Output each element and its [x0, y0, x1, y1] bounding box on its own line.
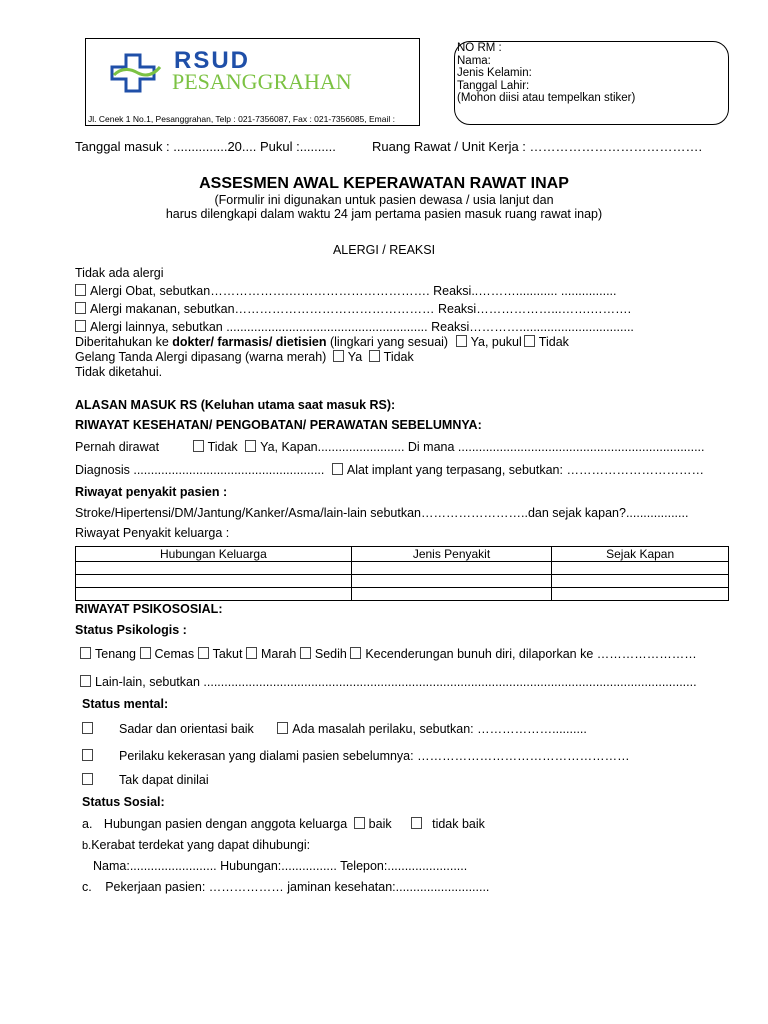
kekerasan-row	[82, 749, 630, 763]
riwayat-kesehatan-heading: RIWAYAT KESEHATAN/ PENGOBATAN/ PERAWATAN SEBELUMNYA:	[75, 418, 482, 432]
alergi-lainnya-checkbox[interactable]	[75, 320, 86, 332]
table-header-hubungan: Hubungan Keluarga	[76, 547, 352, 562]
diberitahukan-ya-checkbox[interactable]	[456, 335, 467, 347]
bunuh-diri-checkbox[interactable]	[350, 647, 361, 659]
baik-checkbox[interactable]	[354, 817, 365, 829]
status-psikologis-heading: Status Psikologis :	[75, 623, 187, 637]
sticker-note: (Mohon diisi atau tempelkan stiker)	[457, 92, 636, 104]
alergi-heading: ALERGI / REAKSI	[332, 243, 436, 257]
hubungan-row	[82, 817, 485, 831]
item-c-label: c.	[82, 880, 92, 894]
marah-label: Marah	[260, 647, 297, 661]
alergi-lainnya-row	[75, 320, 634, 334]
hospital-logo-box	[85, 38, 420, 126]
patient-sticker-box	[454, 41, 729, 125]
riwayat-penyakit-text: Stroke/Hipertensi/DM/Jantung/Kanker/Asma/lain-lain sebutkan……………………..dan sejak kapan?..................	[75, 506, 689, 520]
table-cell[interactable]	[76, 562, 352, 575]
baik-label: baik	[368, 817, 392, 831]
diberitahukan-pre: Diberitahukan ke	[75, 335, 173, 349]
table-row	[76, 588, 729, 601]
tidak-diketahui: Tidak diketahui.	[75, 365, 163, 379]
bunuh-diri-label: Kecenderungan bunuh diri, dilaporkan ke ……………………	[365, 647, 697, 661]
implant-label: Alat implant yang terpasang, sebutkan: ……………………………	[346, 463, 704, 477]
status-psikologis-row	[80, 647, 697, 661]
form-subtitle-2: harus dilengkapi dalam waktu 24 jam pertama pasien masuk ruang rawat inap)	[165, 207, 603, 221]
masalah-perilaku-checkbox[interactable]	[277, 722, 288, 734]
table-cell[interactable]	[552, 562, 729, 575]
lain-lain-label: Lain-lain, sebutkan ..............................................................................................................................................	[95, 675, 697, 689]
gelang-label: Gelang Tanda Alergi dipasang (warna merah)	[75, 350, 327, 364]
kerabat-label: Kerabat terdekat yang dapat dihubungi:	[91, 838, 311, 852]
table-header-sejak-kapan: Sejak Kapan	[552, 547, 729, 562]
pernah-dirawat-row	[75, 440, 705, 454]
tenang-label: Tenang	[95, 647, 137, 661]
lain-lain-checkbox[interactable]	[80, 675, 91, 687]
gelang-ya-checkbox[interactable]	[333, 350, 344, 362]
cemas-checkbox[interactable]	[140, 647, 151, 659]
tidak-baik-label: tidak baik	[432, 817, 485, 831]
diberitahukan-bold: dokter/ farmasis/ dietisien	[172, 335, 327, 349]
ruang-rawat-field[interactable]: Ruang Rawat / Unit Kerja : ………………………………….	[372, 139, 703, 154]
tidak-ada-alergi: Tidak ada alergi	[75, 266, 164, 280]
alergi-lainnya-label: Alergi lainnya, sebutkan .......................................................... Reaksi………….................................	[90, 320, 634, 334]
table-cell[interactable]	[351, 562, 552, 575]
pernah-dirawat-ya-checkbox[interactable]	[245, 440, 256, 452]
alergi-obat-label: Alergi Obat, sebutkan……………….……………………………. Reaksi..………............ ................	[90, 284, 617, 298]
sedih-label: Sedih	[314, 647, 347, 661]
form-title: ASSESMEN AWAL KEPERAWATAN RAWAT INAP	[199, 175, 569, 192]
table-cell[interactable]	[351, 588, 552, 601]
no-rm-label: NO RM :	[457, 42, 502, 54]
table-row	[76, 575, 729, 588]
tanggal-lahir-label: Tanggal Lahir:	[457, 79, 530, 92]
pernah-dirawat-label: Pernah dirawat	[75, 440, 160, 454]
kekerasan-label: Perilaku kekerasan yang dialami pasien sebelumnya: ……………………………………………	[119, 749, 630, 763]
table-header-row	[76, 547, 729, 562]
tak-dinilai-label: Tak dapat dinilai	[119, 773, 209, 787]
diberitahukan-post: (lingkari yang sesuai)	[326, 335, 449, 349]
tanggal-masuk-field[interactable]: Tanggal masuk : ...............20.... Pukul :..........	[75, 139, 336, 154]
status-mental-heading: Status mental:	[82, 697, 169, 711]
takut-label: Takut	[212, 647, 243, 661]
diagnosis-label: Diagnosis .......................................................	[75, 463, 325, 477]
alergi-makanan-row	[75, 302, 631, 316]
gelang-tidak-label: Tidak	[383, 350, 414, 364]
diberitahukan-tidak-label: Tidak	[538, 335, 569, 349]
pernah-dirawat-tidak-label: Tidak	[207, 440, 238, 454]
takut-checkbox[interactable]	[198, 647, 209, 659]
item-b-label: b.	[82, 840, 92, 852]
kerabat-fields[interactable]: Nama:......................... Hubungan:................ Telepon:.......................	[93, 859, 468, 873]
gelang-row	[75, 350, 414, 364]
hospital-address: Jl. Cenek 1 No.1, Pesanggrahan, Telp : 021-7356087, Fax : 021-7356085, Email :	[88, 114, 395, 124]
table-header-jenis-penyakit: Jenis Penyakit	[351, 547, 552, 562]
item-a-label: a.	[82, 817, 93, 831]
logo-title: RSUD	[174, 47, 251, 74]
implant-checkbox[interactable]	[332, 463, 343, 475]
pekerjaan-label[interactable]: Pekerjaan pasien: ……………… jaminan kesehatan:...........................	[105, 880, 490, 894]
jenis-kelamin-label: Jenis Kelamin:	[457, 67, 532, 79]
hospital-cross-logo-icon	[106, 51, 166, 95]
diberitahukan-tidak-checkbox[interactable]	[524, 335, 535, 347]
sadar-checkbox[interactable]	[82, 722, 93, 734]
alergi-obat-checkbox[interactable]	[75, 284, 86, 296]
table-cell[interactable]	[351, 575, 552, 588]
table-row	[76, 562, 729, 575]
tak-dinilai-row	[82, 773, 209, 787]
alergi-makanan-label: Alergi makanan, sebutkan………………………………………… Reaksi………………...…….……….	[90, 302, 632, 316]
riwayat-keluarga-table	[75, 546, 729, 601]
gelang-tidak-checkbox[interactable]	[369, 350, 380, 362]
nama-label: Nama:	[457, 54, 491, 67]
marah-checkbox[interactable]	[246, 647, 257, 659]
diagnosis-row	[75, 463, 704, 477]
sedih-checkbox[interactable]	[300, 647, 311, 659]
pekerjaan-row	[82, 880, 489, 894]
kerabat-row	[82, 838, 310, 852]
kekerasan-checkbox[interactable]	[82, 749, 93, 761]
pernah-dirawat-tidak-checkbox[interactable]	[193, 440, 204, 452]
sadar-label: Sadar dan orientasi baik	[119, 722, 254, 736]
diberitahukan-row	[75, 335, 569, 349]
tidak-baik-checkbox[interactable]	[411, 817, 422, 829]
hubungan-label: Hubungan pasien dengan anggota keluarga	[103, 817, 348, 831]
table-cell[interactable]	[76, 588, 352, 601]
tak-dinilai-checkbox[interactable]	[82, 773, 93, 785]
form-subtitle-1: (Formulir ini digunakan untuk pasien dewasa / usia lanjut dan	[214, 193, 554, 207]
riwayat-penyakit-heading: Riwayat penyakit pasien :	[75, 485, 228, 499]
tenang-checkbox[interactable]	[80, 647, 91, 659]
pernah-dirawat-ya-label: Ya, Kapan......................... Di mana .......................................................................	[260, 440, 705, 454]
masalah-perilaku-label: Ada masalah perilaku, sebutkan: ………………..........	[292, 722, 587, 736]
table-cell[interactable]	[76, 575, 352, 588]
lain-lain-row	[80, 675, 697, 689]
cemas-label: Cemas	[154, 647, 195, 661]
alasan-masuk-heading: ALASAN MASUK RS (Keluhan utama saat masuk RS):	[75, 398, 396, 412]
status-sosial-heading: Status Sosial:	[82, 795, 165, 809]
table-cell[interactable]	[552, 588, 729, 601]
gelang-ya-label: Ya	[347, 350, 363, 364]
riwayat-keluarga-label: Riwayat Penyakit keluarga :	[75, 526, 230, 540]
sadar-row	[82, 722, 587, 736]
alergi-obat-row	[75, 284, 617, 298]
alergi-makanan-checkbox[interactable]	[75, 302, 86, 314]
psikososial-heading: RIWAYAT PSIKOSOSIAL:	[75, 602, 223, 616]
table-cell[interactable]	[552, 575, 729, 588]
logo-subtitle: PESANGGRAHAN	[172, 69, 352, 94]
diberitahukan-ya-label: Ya, pukul	[470, 335, 522, 349]
